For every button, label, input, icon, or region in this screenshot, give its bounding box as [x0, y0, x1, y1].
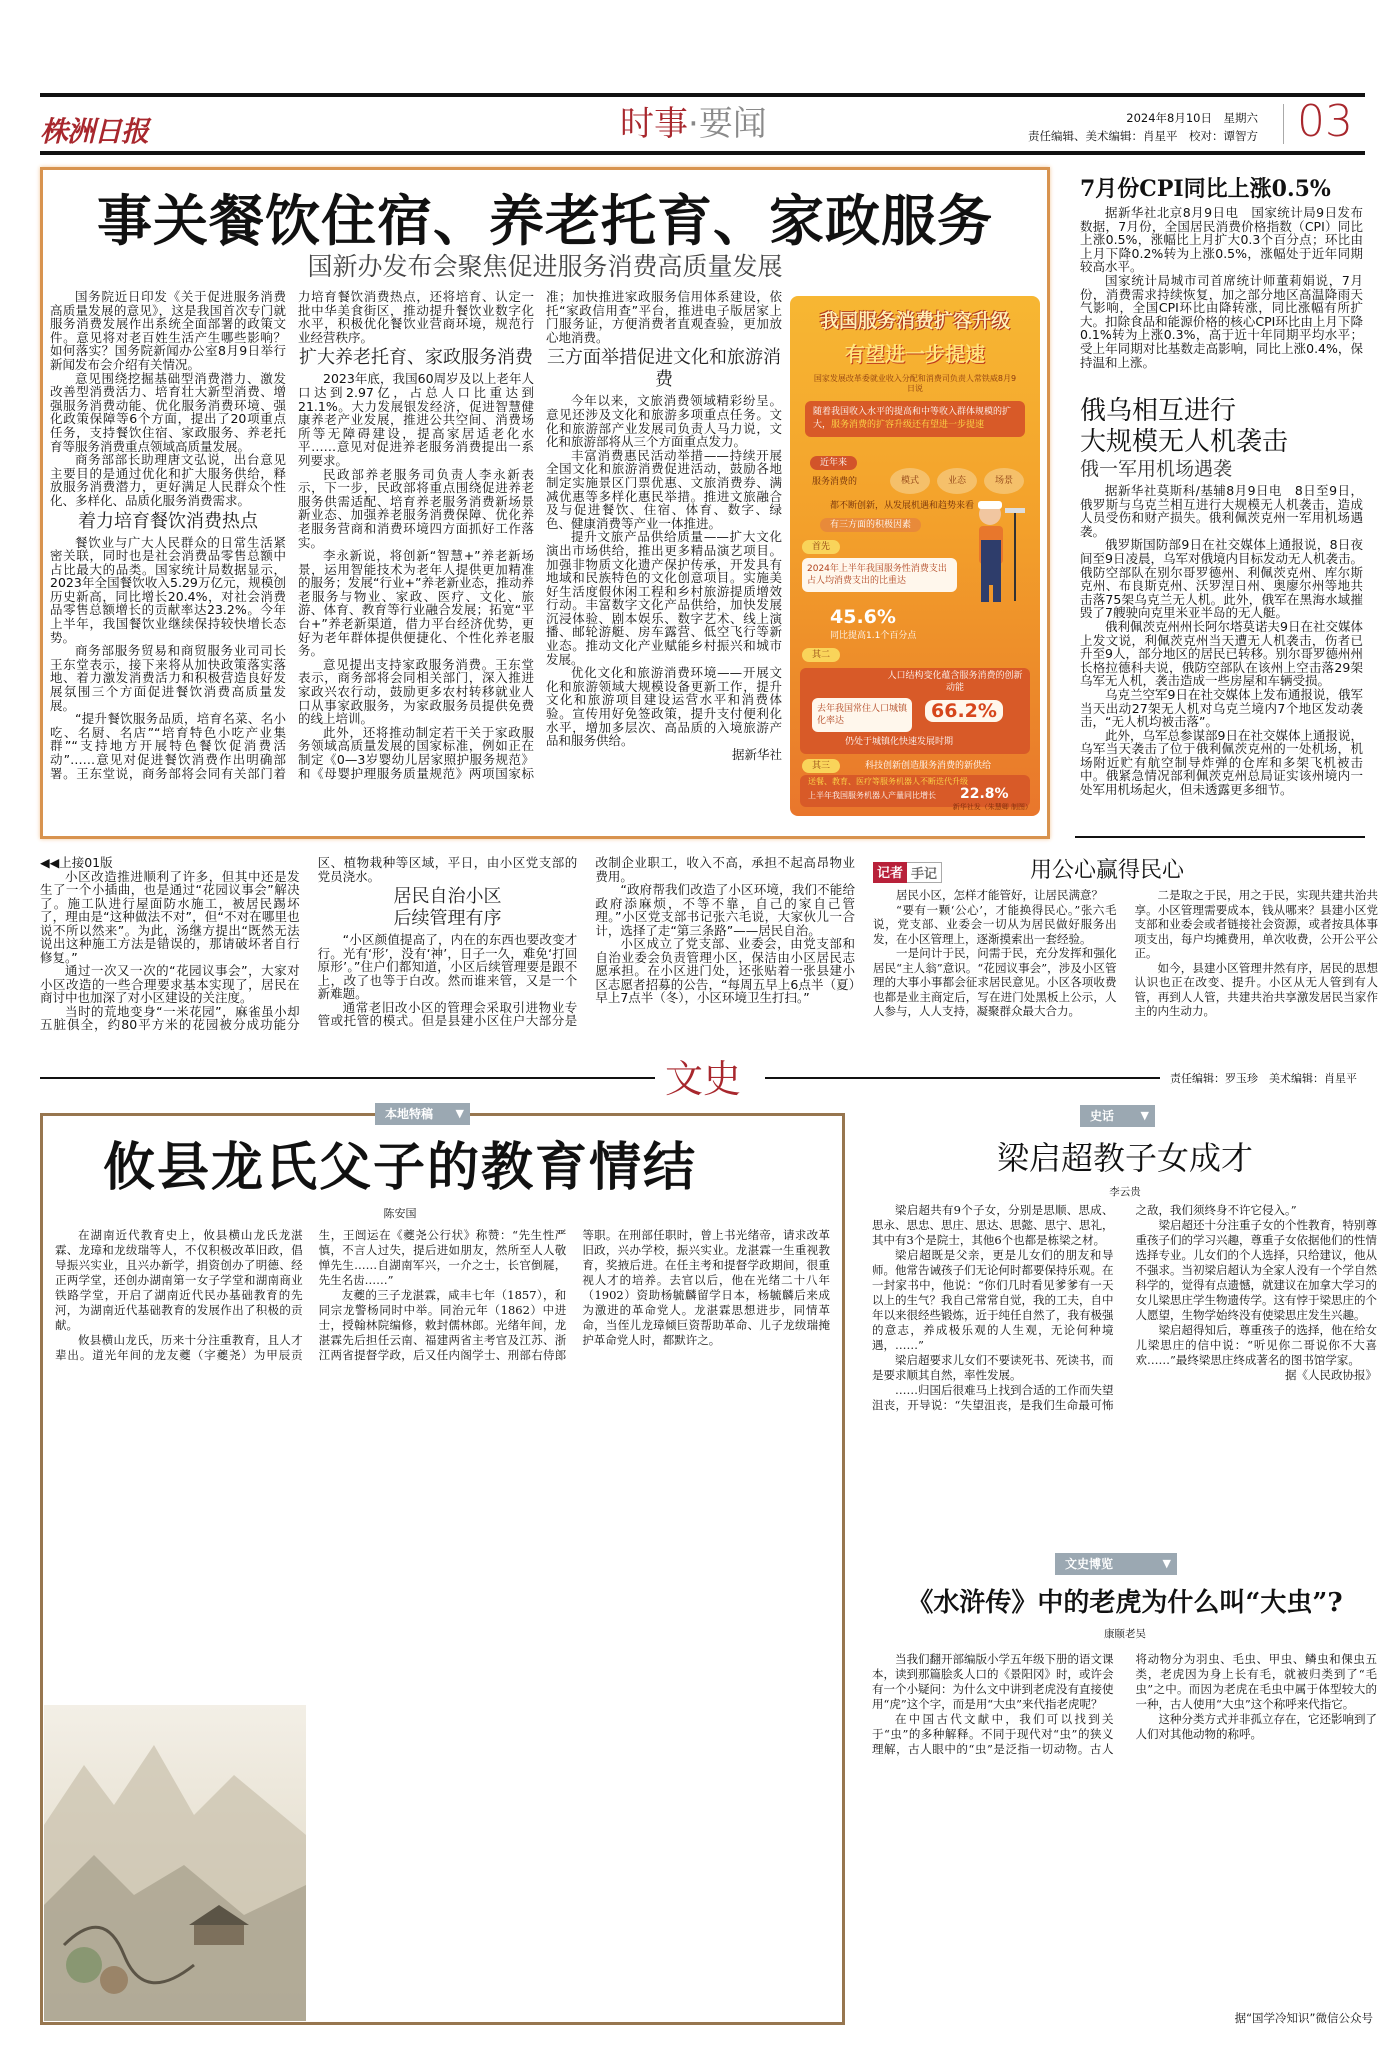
tiger-article-author: 康颐老吴: [1104, 1628, 1146, 1640]
russia-title-line2: 大规模无人机袭击: [1080, 427, 1289, 457]
paragraph: 民政部养老服务司负责人李永新表示，下一步，民政部将重点围绕促进养老服务供需适配、培育养老服务消费新场景新业态、加强养老服务消费保障、优化养老服务营商和消费环境四方面抓好工作落实。: [298, 466, 534, 550]
paragraph: 此外，乌军总参谋部9日在社交媒体上通报说，乌军当天袭击了位于俄利佩茨克州的一处机场，机场附近贮有航空制导炸弹的仓库和多架飞机被击中。俄紧急情况部利佩茨克州总局证实该州境内一处军用机场起火，但未透露更多细节。: [1080, 727, 1363, 798]
recent-years-label: 近年来: [810, 456, 857, 470]
paragraph: 意见提出支持家政服务消费。王东堂表示，商务部将会同相关部门，深入推进家政兴农行动，鼓励更多农村转移就业人口从事家政服务，为家政服务员提供免费的线上培训。: [298, 656, 534, 727]
paragraph: 梁启超要求儿女们不要读死书、死读书，而是要求顺其自然，率性发展。: [872, 1353, 1114, 1382]
third-value: 22.8%: [960, 786, 1009, 802]
paragraph: 乌克兰空军9日在社交媒体上发布通报说，俄军当天出动27架无人机对乌克兰境内7个地区发动袭击，“无人机均被击落”。: [1080, 686, 1363, 730]
innovation-text: 都不断创新，从发展机遇和趋势来看: [830, 501, 975, 511]
header-divider: [1283, 104, 1284, 144]
paragraph: 梁启超还十分注重子女的个性教育，特别尊重孩子们的学习兴趣，尊重子女依据他们的性情选择专业。儿女们的个人选择，只给建议，他从不强求。当初梁启超认为全家人没有一个学自然科学的，觉得有点遗憾，就建议在加拿大学习的女儿梁思庄学生物遗传学。这有悖于梁思庄的个人愿望，生物学始终没有使梁思庄发生兴趣。: [1135, 1218, 1377, 1322]
russia-article-body: [1080, 484, 1363, 797]
paragraph: 据新华社北京8月9日电 国家统计局9日发布数据，7月份，全国居民消费价格指数（CPI）同比上涨0.5%，涨幅比上月扩大0.3个百分点；环比由上月下降0.2%转为上涨0.5%，涨幅处于近年同期较高水平。: [1080, 205, 1363, 275]
infographic-title-1: 我国服务消费扩容升级: [819, 310, 1010, 332]
triangle-down-icon: ▼: [1140, 1109, 1149, 1122]
paragraph: 梁启超共有9个子女，分别是思顺、思成、思永、思忠、思庄、思达、思懿、思宁、思礼，其中有3个是院士，其他6个也都是栋梁之材。: [872, 1203, 1114, 1247]
russia-article-title: [1080, 396, 1288, 458]
paragraph: ……归国后很难马上找到合适的工作而失望沮丧，开导说：“失望沮丧，是我们生命最可怖之敌，我们须终身不许它侵入。”: [872, 1203, 1297, 1412]
tiger-article-body: [872, 1652, 1377, 1757]
circle-format: 业态: [937, 468, 977, 494]
masthead-logo: 株洲日报: [40, 115, 149, 148]
paragraph: 通过一次又一次的“花园议事会”，大家对小区改造的一些合理要求基本实现了，居民在商讨中也加深了对小区建设的关注度。: [40, 963, 300, 1005]
first-text: 2024年上半年我国服务性消费支出占人均消费支出的比重达: [802, 558, 957, 592]
infographic-source: 国家发展改革委就业收入分配和消费司负责人常铁威8月9日说: [813, 374, 1017, 393]
paragraph: 如今，县建小区管理井然有序，居民的思想认识也正在改变、提升。小区从无人管到有人管，再到人人管，共建共治共享激发居民当家作主的内生动力。: [1134, 960, 1378, 1018]
subheading: 扩大养老托育、家政服务消费: [299, 347, 533, 369]
editor-credits: 责任编辑、美术编辑：肖星平 校对：谭智方: [1028, 129, 1258, 143]
reporter-note-body: [873, 888, 1378, 1019]
paragraph: 居民小区，怎样才能管好，让居民满意？: [896, 888, 1103, 902]
culture-rule-left: [40, 1077, 655, 1079]
right-column-rule: [1075, 836, 1365, 838]
paragraph: 商务部部长助理唐文弘说，出台意见主要目的是通过优化和扩大服务供给，释放服务消费潜力，更好满足人民群众个性化、多样化、品质化服务消费需求。: [50, 452, 286, 508]
paragraph: 在湖南近代教育史上，攸县横山龙氏龙湛霖、龙璋和龙绂瑞等人，不仅积极改革旧政，倡导振兴实业，且兴办新学，捐资创办了明德、经正两学堂，还创办湖南第一女子学堂和湖南商业铁路学堂，开启了湖南近代民办基础教育的先河，为湖南近代基础教育的发展作出了积极的贡献。: [55, 1228, 303, 1332]
paragraph: 优化文化和旅游消费环境——开展文化和旅游领域大规模设备更新工作，提升文化和旅游项目建设运营水平和消费体验。宣传用好免签政策，提升支付便利化水平，增加多层次、高品质的入境旅游产品和服务供给。: [546, 665, 782, 749]
paragraph: 梁启超得知后，尊重孩子的选择，他在给女儿梁思庄的信中说：“听见你二哥说你不大喜欢……”最终梁思庄终成著名的图书馆学家。: [1135, 1323, 1377, 1367]
subheading: 着力培育餐饮消费热点: [78, 510, 258, 532]
service-consumption-infographic: [790, 296, 1040, 816]
culture-section-title: 文史: [665, 1057, 742, 1101]
second-value: 66.2%: [925, 700, 1003, 722]
subheading: 居民自治小区 后续管理有序: [393, 886, 502, 929]
tag-history-talk: [1080, 1105, 1155, 1127]
infographic-footer: 新华社发（朱慧卿 制图）: [952, 803, 1032, 811]
tiger-article-title: 《水浒传》中的老虎为什么叫“大虫”?: [907, 1588, 1343, 1618]
third-sub: 送餐、教育、医疗等服务机器人不断迭代升级: [808, 777, 968, 786]
main-article-title: 事关餐饮住宿、养老托育、家政服务: [96, 189, 993, 253]
credit: 据新华社: [731, 746, 782, 762]
paragraph: 梁启超既是父亲，更是儿女们的朋友和导师。他常告诫孩子们无论何时都要保持乐观。在一封家书中，他说：“你们几时看见爹爹有一天以上的生气？我自己常常自觉，我的工夫，自中年以来很经些锻炼，近于纯任自然了，我有极强的意志，养成极乐观的人生观，无论何种境遇，……”: [872, 1248, 1114, 1352]
issue-date: 2024年8月10日 星期六: [1126, 111, 1258, 125]
cpi-article-body: [1080, 206, 1363, 369]
section-sub: 要闻: [698, 104, 767, 144]
section-main: 时事: [620, 104, 688, 144]
continued-paragraphs: [40, 856, 855, 1032]
paragraph: 小区成立了党支部、业委会，由党支部和自治业委会负责管理小区，保洁由小区居民志愿承担。在小区进门处，还张贴着一张县建小区志愿者招募的公告，“每周五早上6点半（夏）早上7点半（冬），小区环境卫生打扫。”: [595, 936, 855, 1005]
culture-editors: 责任编辑：罗玉珍 美术编辑：肖星平: [1170, 1072, 1357, 1085]
liang-article-body: [872, 1203, 1377, 1413]
tag-label: 史话: [1090, 1109, 1115, 1123]
long-article-body: [55, 1228, 830, 1363]
paragraph: 攸县横山龙氏，历来十分注重教育，且人才辈出。道光年间的龙友夔（字夔尧）为甲辰贡生，王闿运在《夔尧公行状》称赞：“先生性严慎，不言人过失，提后进如朋友，然所至人人敬惮先生……自湖南军兴，一介之士，长官倒屣，先生名齿……”: [55, 1228, 567, 1362]
paragraph: 此外，还将推动制定若干关于家政服务领域高质量发展的国家标准，例如正在制定《0—3岁婴幼儿居家照护服务规范》和《母婴护理服务质量规范》两项国家标准；加快推进家政服务信用体系建设，依托“家政信用查”平台，推进电子版居家上门服务证，方便消费者直观查验，更加放心地消费。: [298, 289, 782, 781]
section-title: [620, 104, 767, 144]
quote-highlight: 服务消费的扩容升级还有望进一步提速: [831, 420, 985, 430]
russia-article-subtitle: 俄一军用机场遇袭: [1080, 458, 1233, 480]
paragraph: 当时的荒地变身“一米花园”，麻雀虽小却五脏俱全，约80平方米的花园被分成功能分区、植物栽种等区域，平日，由小区党支部的党员浇水。: [40, 855, 578, 1032]
badge-right: 手记: [907, 862, 942, 883]
liang-article-author: 李云贵: [1109, 1186, 1141, 1198]
liang-credit: 据《人民政协报》: [1285, 1368, 1377, 1382]
triangle-down-icon: ▼: [1162, 1557, 1171, 1570]
three-factors: 有三方面的积极因素: [820, 518, 921, 532]
paragraph: “提升餐饮服务品质，培育名菜、名小吃、名厨、名店”“培育特色小吃产业集群”“支持地方开展特色餐饮促消费活动”……意见对促进餐饮消费作出明确部署。王东堂说，商务部将会同有关部门着力培育餐饮消费热点，还将培育、认定一批中华美食街区，推动提升餐饮业数字化水平，积极优化餐饮业营商环境，规范行业经营秩序。: [50, 289, 534, 781]
triangle-down-icon: ▼: [455, 1107, 464, 1120]
first-label: 首先: [802, 540, 840, 554]
cpi-article-title: 7月份CPI同比上涨0.5%: [1080, 176, 1331, 202]
third-text: 上半年我国服务机器人产量同比增长: [808, 791, 936, 800]
paragraph: 据新华社莫斯科/基辅8月9日电 8日至9日，俄罗斯与乌克兰相互进行大规模无人机袭击，造成人员受伤和财产损失。俄利佩茨克州一军用机场遇袭。: [1080, 483, 1363, 539]
tag-label: 文史博览: [1065, 1557, 1114, 1571]
paragraph: 国家统计局城市司首席统计师董莉娟说，7月份，消费需求持续恢复，加之部分地区高温降雨天气影响，全国CPI环比由降转涨，同比涨幅有所扩大。扣除食品和能源价格的核心CPI环比由上月下降0.1%转为上涨0.3%，高于近十年同期平均水平；受上年同期对比基数走高影响，同比上涨0.4%，保持温和上涨。: [1080, 272, 1363, 370]
paragraph: 意见围绕挖掘基础型消费潜力、激发改善型消费活力、培育壮大新型消费、增强服务消费动能、优化服务消费环境、强化政策保障等6个方面，提出了20项重点任务，支持餐饮住宿、家政服务、养老托育等服务消费重点领域高质量发展。: [50, 370, 286, 454]
main-article-subtitle: 国新办发布会聚焦促进服务消费高质量发展: [307, 252, 783, 281]
paragraph: 李永新说，将创新“智慧+”养老新场景，运用智能技术为老年人提供更加精准的服务；发展“行业+”养老新业态，推动养老服务与物业、家政、医疗、文化、旅游、体育、教育等行业融合发展；拓宽“平台+”养老新渠道，借力平台经济优势，更好为老年群体提供便捷化、个性化养老服务。: [298, 548, 534, 659]
paragraph: 俄罗斯国防部9日在社交媒体上通报说，8日夜间至9日凌晨，乌军对俄境内目标发动无人机袭击。俄防空部队在别尔哥罗德州、利佩茨克州、库尔斯克州、布良斯克州、沃罗涅日州、奥廖尔州等地共击落75架乌克兰无人机。此外，俄军在黑海水域摧毁了7艘驶向克里米亚半岛的无人艇。: [1080, 537, 1363, 621]
section-dot: ·: [688, 104, 699, 144]
tiger-credit: 据“国学冷知识”微信公众号: [1234, 2011, 1373, 2025]
quote-plain: 随着我国收入水平的提高和中等收入群体规模的扩大，: [813, 407, 1012, 430]
second-text: 去年我国常住人口城镇化率达: [812, 698, 912, 732]
jump-arrow-icon: ◀◀: [40, 855, 60, 870]
culture-rule-right: [765, 1077, 1160, 1079]
paragraph: 2023年底，我国60周岁及以上老年人口达到2.97亿，占总人口比重达到21.1%。大力发展银发经济，促进智慧健康养老产业发展，推进公共空间、消费场所等无障碍建设，提高家居适老化水平……意见对促进养老服务消费提出一系列要求。: [298, 371, 534, 468]
first-value: 45.6%: [830, 606, 896, 628]
badge-left: 记者: [873, 862, 907, 883]
first-note: 同比提高1.1个百分点: [830, 631, 917, 641]
main-article-body: [50, 290, 782, 780]
circle-scene: 场景: [984, 468, 1024, 494]
russia-title-line1: 俄乌相互进行: [1080, 396, 1237, 426]
consumption-label: 服务消费的: [812, 477, 858, 487]
top-rule: [40, 93, 1365, 97]
paragraph: 通常老旧改小区的管理会采取引进物业专管或托管的模式。但是县建小区住户大部分是改制企业职工，收入不高，承担不起高昂物业费用。: [317, 855, 855, 1028]
continued-article-body: [40, 856, 855, 1032]
subheading: 三方面举措促进文化和旅游消费: [547, 347, 781, 391]
landscape-painting: [44, 1705, 306, 2021]
long-article-title: 攸县龙氏父子的教育情结: [102, 1138, 697, 1198]
liang-article-title: 梁启超教子女成才: [996, 1139, 1253, 1177]
long-article-author: 陈安国: [383, 1207, 417, 1220]
paragraph: 一是问计于民，问需于民，充分发挥和强化居民“主人翁”意识。“花园议事会”，涉及小区管理的大事小事都会征求居民意见。小区各项收费也都是业主商定后，写在进门处黑板上公示，人人参与，人人支持，凝聚群众最大合力。: [873, 946, 1117, 1018]
paragraph: 今年以来，文旅消费领域精彩纷呈。意见还涉及文化和旅游多项重点任务。文化和旅游部产业发展司负责人马力说，文化和旅游部将从三个方面重点发力。: [546, 393, 782, 450]
paragraph: 国务院近日印发《关于促进服务消费高质量发展的意见》，这是我国首次专门就服务消费发展作出系统全面部署的政策文件。意见将对老百姓生活产生哪些影响？如何落实？国务院新闻办公室8月9日举行新闻发布会介绍有关情况。: [50, 289, 286, 372]
paragraph: 丰富消费惠民活动举措——持续开展全国文化和旅游消费促进活动，鼓励各地制定实施景区门票优惠、文旅消费券、满减优惠等多样化惠民举措。推进文旅融合及与促进餐饮、住宿、体育、数字、绿色、健康消费等产业一体推进。: [546, 447, 782, 531]
paragraph: 当我们翻开部编版小学五年级下册的语文课本，读到那篇脍炙人口的《景阳冈》时，或许会有一个小疑问：为什么文中讲到老虎没有直接使用“虎”这个字，而是用“大虫”来代指老虎呢？: [872, 1652, 1114, 1711]
paragraph: “小区颜值提高了，内在的东西也要改变才行。光有‘形’，没有‘神’，日子一久，难免‘打回原形’。”住户们都知道，小区后续管理要是跟不上，改了也等于白改。然而谁来管，又是一个新难题。: [317, 932, 578, 1001]
infographic-title-2: 有望进一步提速: [845, 342, 985, 366]
paragraph: 提升文旅产品供给质量——扩大文化演出市场供给，推出更多精品演艺项目。加强非物质文化遗产保护传承，开发具有地域和民族特色的文化创意项目。实施美好生活度假休闲工程和乡村旅游提质增效行动。丰富数字文化产品供给，加快发展沉浸体验、剧本娱乐、数字艺术、线上演播、邮轮游艇、房车露营、低空飞行等新业态。推动文化产业赋能乡村振兴和城市发展。: [546, 529, 782, 667]
second-heading: 人口结构变化蕴含服务消费的创新动能: [887, 671, 1023, 693]
worker-illustration-icon: [965, 496, 1025, 606]
reporter-note-badge: [873, 862, 942, 883]
second-label: 其二: [802, 648, 840, 662]
jump-label-text: 上接01版: [59, 855, 113, 870]
header-bottom-rule: [40, 151, 1365, 155]
paragraph: “政府帮我们改造了小区环境，我们不能给政府添麻烦，不等不靠，自己的家自己管理。”小区党支部书记张六毛说，大家伙儿一合计，选择了走“第三条路”——居民自治。: [595, 882, 855, 938]
jump-label: [40, 856, 300, 870]
third-label: 其三: [802, 759, 840, 773]
paragraph: 商务部服务贸易和商贸服务业司司长王东堂表示，接下来将从加快政策落实落地、着力激发消费活力和积极营造良好发展氛围三个方面促进餐饮消费高质量发展。: [50, 643, 286, 713]
circle-mode: 模式: [890, 468, 930, 494]
paragraph: “要有一颗‘公心’，才能换得民心。”张六毛说，党支部、业委会一切从为居民做好服务出发，在小区管理上，逐渐摸索出一套经验。: [873, 902, 1117, 946]
paragraph: 餐饮业与广大人民群众的日常生活紧密关联，同时也是社会消费品零售总额中占比最大的品类。国家统计局数据显示，2023年全国餐饮收入5.29万亿元，规模创历史新高，同比增长20.4%，对社会消费品零售总额增长的贡献率达23.2%。今年上半年，我国餐饮业继续保持较快增长态势。: [50, 534, 286, 645]
third-heading: 科技创新创造服务消费的新供给: [865, 761, 992, 771]
tag-label: 本地特稿: [385, 1107, 434, 1121]
paragraph: 小区改造推进顺利了许多，但其中还是发生了一个小插曲，也是通过“花园议事会”解决了。施工队进行屋面防水施工，被居民踢坏了，理由是“这种做法不对”，但“不对在哪里也说不所以然来”。为此，汤继方提出“既然无法说出这种施工方法是错误的，那请破坏者自行修复。”: [40, 868, 300, 965]
tag-culture-digest: [1055, 1553, 1177, 1575]
infographic-quote: [805, 401, 1025, 437]
paragraph: 在中国古代文献中，我们可以找到关于“虫”的多种解释。不同于现代对“虫”的狭义理解，古人眼中的“虫”是泛指一切动物。古人将动物分为羽虫、毛虫、甲虫、鳞虫和倮虫五类，老虎因为身上长有毛，就被归类到了“毛虫”之中。而因为老虎在毛虫中属于体型较大的一种，古人使用“大虫”这个称呼来代指它。: [872, 1652, 1377, 1756]
reporter-note-title: 用公心赢得民心: [1030, 858, 1185, 883]
paragraph: 二是取之于民，用之于民，实现共建共治共享。小区管理需要成本，钱从哪来？县建小区党支部和业委会或者链接社会资源，或者按具体事项支出，每户均摊费用，单次收费，公开公平公正。: [1134, 888, 1378, 960]
paragraph: 俄利佩茨克州州长阿尔塔莫诺夫9日在社交媒体上发文说，利佩茨克州当天遭无人机袭击，伤者已升至9人，部分地区的居民已转移。别尔哥罗德州州长格拉德科夫说，俄防空部队在该州上空击落29架乌军无人机，袭击造成一些房屋和车辆受损。: [1080, 618, 1363, 689]
tag-local-feature: [375, 1103, 470, 1125]
second-note: 仍处于城镇化快速发展时期: [845, 737, 954, 747]
paragraph: 这种分类方式并非孤立存在，它还影响到了人们对其他动物的称呼。: [1135, 1712, 1377, 1741]
page-number: 03: [1297, 96, 1353, 147]
paragraph: 友夔的三子龙湛霖，咸丰七年（1857），和同宗龙警杨同时中举。同治元年（1862）中进士，授翰林院编修，敕封儒林郎。光绪年间，龙湛霖先后担任云南、福建两省主考官及江苏、浙江两省提督学政，后又任内阁学士、刑部右侍郎等职。在刑部任职时，曾上书光绪帝，请求改革旧政，兴办学校，振兴实业。龙湛霖一生重视教育，奖掖后进。在任主考和提督学政期间，很重视人才的培养。去官以后，他在光绪二十八年（1902）资助杨毓麟留学日本，杨毓麟后来成为激进的革命党人。龙湛霖思想进步，同情革命，当侄儿龙璋倾巨资帮助革命、儿子龙绂瑞掩护革命党人时，都默许之。: [318, 1228, 830, 1362]
